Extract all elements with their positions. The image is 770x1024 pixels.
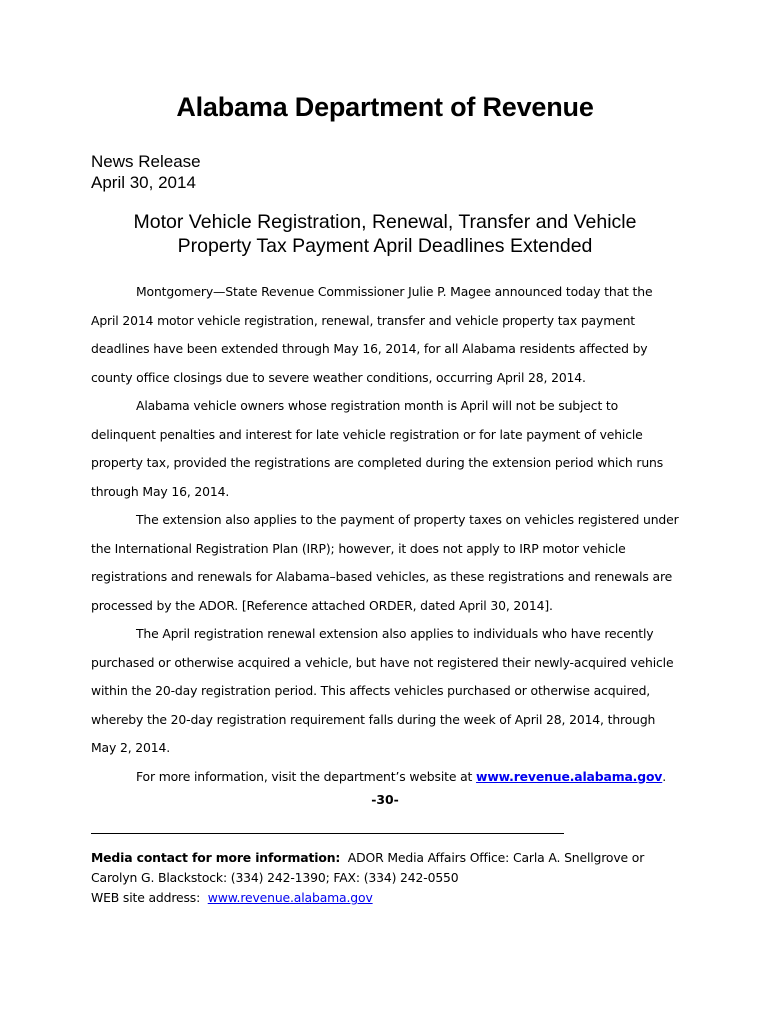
end-mark: -30- xyxy=(371,792,399,807)
paragraph-1: Montgomery—State Revenue Commissioner Julie P. Magee announced today that the April 2014 motor vehicle registration, renewal, transfer and vehicle property tax payment deadlines have been extended through May 16, 2014, for all Alabama residents affected by county office closings due to severe weather conditions, occurring April 28, 2014. xyxy=(91,284,653,385)
page-title: Alabama Department of Revenue xyxy=(176,92,594,122)
release-type: News Release xyxy=(91,152,201,171)
paragraph-3: The extension also applies to the payment of property taxes on vehicles registered under the International Registration Plan (IRP); however, it does not apply to IRP motor vehicle registrations and renewals for Alabama–based vehicles, as these registrations and renewals are processed by the ADOR. [Reference attached ORDER, dated April 30, 2014]. xyxy=(91,512,679,613)
headline xyxy=(60,210,710,258)
closing-end: . xyxy=(662,768,667,784)
paragraph-2: Alabama vehicle owners whose registration month is April will not be subject to delinquent penalties and interest for late vehicle registration or for late payment of vehicle property tax, provided the registrations are completed during the extension period which runs through May 16, 2014. xyxy=(91,398,664,499)
contact-line-1 xyxy=(91,848,691,868)
website-link[interactable]: www.revenue.alabama.gov xyxy=(476,768,663,784)
contact-web-line xyxy=(91,888,691,908)
contact-text-2: Carolyn G. Blackstock: (334) 242-1390; FAX: (334) 242-0550 xyxy=(91,870,459,885)
release-info xyxy=(91,151,201,193)
closing-line xyxy=(91,763,681,792)
divider xyxy=(91,833,564,834)
web-link[interactable]: www.revenue.alabama.gov xyxy=(207,890,373,905)
headline-line-1: Motor Vehicle Registration, Renewal, Transfer and Vehicle xyxy=(133,211,637,233)
paragraph-4: The April registration renewal extension also applies to individuals who have recently purchased or otherwise acquired a vehicle, but have not registered their newly-acquired vehicle within the 20-day registration period. This affects vehicles purchased or otherwise acquired, whereby the 20-day registration requirement falls during the week of April 28, 2014, through May 2, 2014. xyxy=(91,626,674,755)
closing-text: For more information, visit the department’s website at xyxy=(136,768,477,784)
contact-text-1: ADOR Media Affairs Office: Carla A. Snellgrove or xyxy=(347,850,645,865)
contact-label: Media contact for more information: xyxy=(91,850,341,865)
release-date: April 30, 2014 xyxy=(91,173,196,192)
headline-line-2: Property Tax Payment April Deadlines Extended xyxy=(177,235,593,257)
media-contact xyxy=(91,848,691,908)
web-label: WEB site address: xyxy=(91,890,201,905)
article-body xyxy=(91,278,681,791)
